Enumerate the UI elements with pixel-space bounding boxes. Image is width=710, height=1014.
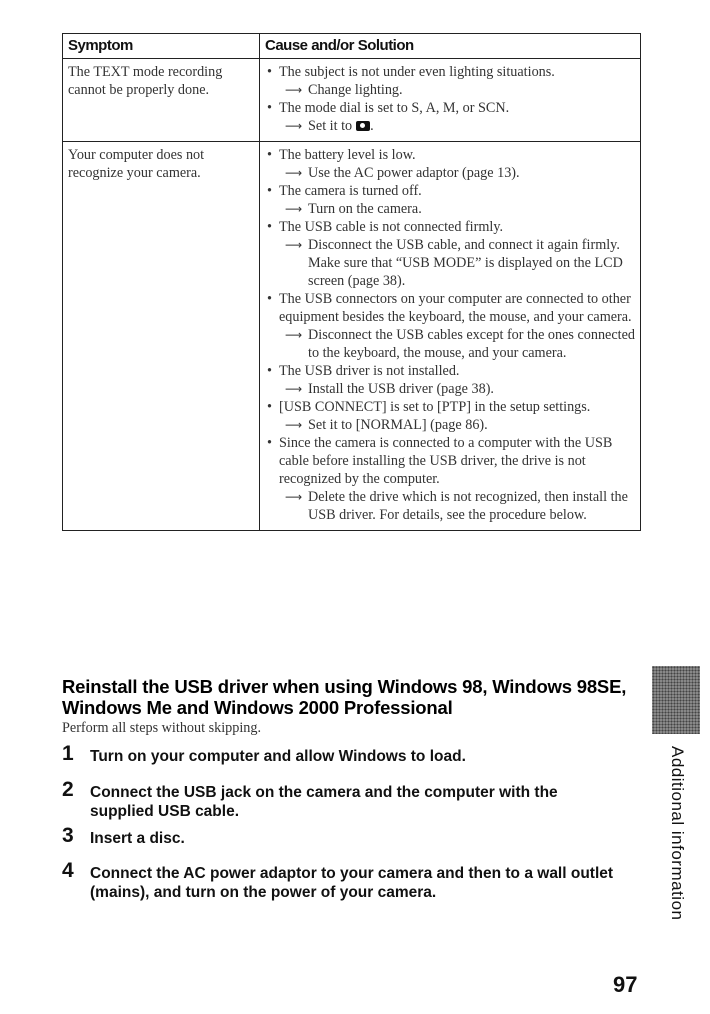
cause-item: • The camera is turned off.: [267, 182, 635, 200]
remedy-text: Disconnect the USB cables except for the ones connected to the keyboard, the mouse, and your camera.: [308, 327, 635, 361]
step-number: 3: [62, 824, 74, 847]
step-number: 2: [62, 778, 74, 801]
arrow-icon: ⟶: [285, 166, 303, 180]
table-row: [63, 59, 641, 142]
step-4: [62, 859, 622, 902]
remedy-item: [267, 236, 635, 290]
solution-column-header: Cause and/or Solution: [260, 34, 641, 59]
section-side-label: Additional information: [668, 746, 687, 921]
cause-item: • The mode dial is set to S, A, M, or SCN.: [267, 99, 635, 117]
remedy-text: Turn on the camera.: [308, 201, 422, 217]
cause-item: • Since the camera is connected to a computer with the USB cable before installing the USB driver, the drive is not recognized by the computer.: [267, 434, 635, 488]
arrow-icon: ⟶: [285, 238, 303, 252]
camera-icon: [356, 121, 370, 131]
symptom-cell: Your computer does not recognize your camera.: [63, 142, 260, 531]
solution-cell: [260, 59, 641, 142]
remedy-item: [267, 164, 635, 182]
cause-item: • The USB driver is not installed.: [267, 362, 635, 380]
arrow-icon: ⟶: [285, 328, 303, 342]
step-2: [62, 778, 622, 821]
remedy-text: Install the USB driver (page 38).: [308, 381, 494, 397]
table-row: [63, 142, 641, 531]
remedy-text: Change lighting.: [308, 82, 403, 98]
arrow-icon: ⟶: [285, 119, 303, 133]
troubleshooting-table: [62, 33, 641, 531]
arrow-icon: ⟶: [285, 490, 303, 504]
section-intro: Perform all steps without skipping.: [62, 720, 262, 736]
cause-item: • The battery level is low.: [267, 146, 635, 164]
remedy-item: ⟶ Set it to .: [285, 118, 374, 134]
remedy-text: Use the AC power adaptor (page 13).: [308, 165, 520, 181]
remedy-text: Set it to [NORMAL] (page 86).: [308, 417, 488, 433]
remedy-item: [267, 200, 635, 218]
solution-cell: [260, 142, 641, 531]
arrow-icon: ⟶: [285, 382, 303, 396]
cause-item: • [USB CONNECT] is set to [PTP] in the setup settings.: [267, 398, 635, 416]
remedy-text: Set it to: [308, 118, 353, 134]
step-number: 1: [62, 742, 74, 765]
remedy-item: [267, 488, 635, 524]
remedy-item: [267, 416, 635, 434]
cause-item: • The USB connectors on your computer are connected to other equipment besides the keyboard, the mouse, and your camera.: [267, 290, 635, 326]
remedy-item: [267, 326, 635, 362]
arrow-icon: ⟶: [285, 202, 303, 216]
arrow-icon: ⟶: [285, 83, 303, 97]
arrow-icon: ⟶: [285, 418, 303, 432]
cause-item: • The subject is not under even lighting situations.: [267, 63, 635, 81]
page-number: 97: [613, 972, 638, 997]
step-text: Insert a disc.: [90, 830, 185, 847]
step-text: Turn on your computer and allow Windows to load.: [90, 748, 466, 765]
cause-item: • The USB cable is not connected firmly.: [267, 218, 635, 236]
section-heading: Reinstall the USB driver when using Windows 98, Windows 98SE, Windows Me and Windows 2000 Professional: [62, 676, 627, 718]
step-text: Connect the AC power adaptor to your camera and then to a wall outlet (mains), and turn on the power of your camera.: [90, 865, 614, 901]
table-header-row: [63, 34, 641, 59]
step-text: Connect the USB jack on the camera and the computer with the supplied USB cable.: [90, 784, 558, 820]
step-1: [62, 742, 622, 766]
remedy-item: [267, 380, 635, 398]
symptom-column-header: Symptom: [63, 34, 260, 59]
symptom-cell: The TEXT mode recording cannot be properly done.: [63, 59, 260, 142]
remedy-text: Disconnect the USB cable, and connect it again firmly. Make sure that “USB MODE” is displayed on the LCD screen (page 38).: [308, 237, 623, 289]
step-number: 4: [62, 859, 74, 882]
remedy-item: [267, 81, 635, 99]
remedy-text: Delete the drive which is not recognized, then install the USB driver. For details, see the procedure below.: [308, 489, 628, 523]
step-3: [62, 824, 622, 848]
section-tab-marker: [652, 666, 700, 734]
